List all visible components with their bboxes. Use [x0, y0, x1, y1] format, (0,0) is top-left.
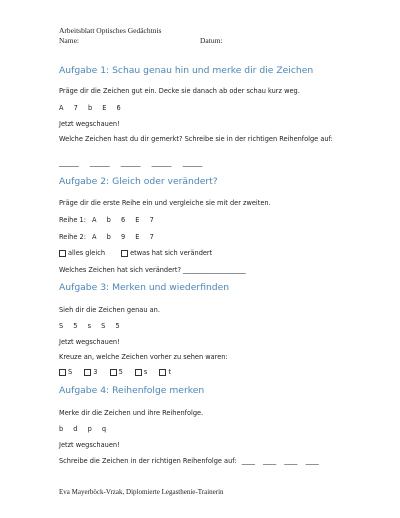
- checkbox[interactable]: [59, 369, 66, 376]
- task1-char: 7: [73, 104, 78, 112]
- option-label: t: [168, 368, 172, 376]
- task3-look-away: Jetzt wegschauen!: [59, 338, 120, 346]
- row1-char: 7: [149, 216, 154, 224]
- option-t[interactable]: [159, 368, 171, 376]
- worksheet-title: Arbeitsblatt Optisches Gedächtnis: [59, 26, 162, 35]
- option-label: s: [143, 368, 148, 376]
- option-all-same[interactable]: [59, 249, 105, 257]
- option-label: etwas hat sich verändert: [130, 249, 213, 257]
- checkbox[interactable]: [84, 369, 91, 376]
- answer-blank[interactable]: ____: [262, 457, 277, 465]
- answer-blank[interactable]: ______: [120, 159, 141, 167]
- option-changed[interactable]: [121, 249, 212, 257]
- answer-blank[interactable]: ____: [284, 457, 298, 465]
- checkbox[interactable]: [110, 369, 117, 376]
- row2-char: 9: [120, 233, 126, 241]
- name-label: Name:: [59, 36, 79, 45]
- option-label: 3: [93, 368, 98, 376]
- checkbox[interactable]: [121, 250, 128, 257]
- task1-look-away: Jetzt wegschauen!: [59, 120, 120, 128]
- task4-characters: [59, 425, 114, 433]
- checkbox[interactable]: [59, 250, 66, 257]
- task4-char: b: [59, 425, 64, 433]
- row2-char: 7: [149, 233, 154, 241]
- row1-char: 6: [120, 216, 126, 224]
- row2-char: b: [106, 233, 111, 241]
- task3-characters: [59, 322, 128, 330]
- task1-characters: [59, 104, 129, 112]
- row1-label: Reihe 1:: [59, 216, 86, 224]
- task4-question-line: [59, 457, 319, 466]
- task4-question: Schreibe die Zeichen in der richtigen Reihenfolge auf:: [59, 457, 237, 465]
- row1-char: b: [106, 216, 111, 224]
- task2-row1: [59, 216, 162, 224]
- task1-char: A: [59, 104, 64, 112]
- task3-instruction: Sieh dir die Zeichen genau an.: [59, 306, 160, 314]
- task4-look-away: Jetzt wegschauen!: [59, 441, 120, 449]
- option-label: S: [68, 368, 73, 376]
- task3-char: S: [59, 322, 64, 330]
- row2-char: E: [135, 233, 140, 241]
- task2-row2: [59, 233, 162, 241]
- option-5[interactable]: [110, 368, 123, 376]
- answer-blank[interactable]: ____: [305, 457, 319, 465]
- answer-blank[interactable]: ______: [89, 159, 110, 167]
- task4-char: d: [73, 425, 78, 433]
- task1-question: Welche Zeichen hast du dir gemerkt? Schreibe sie in der richtigen Reihenfolge auf:: [59, 135, 333, 143]
- task4-instruction: Merke dir die Zeichen und ihre Reihenfolge.: [59, 409, 204, 417]
- task3-char: s: [87, 322, 92, 330]
- task1-answer-blanks: [59, 159, 211, 167]
- task2-options: [59, 249, 222, 259]
- date-label: Datum:: [200, 36, 223, 45]
- option-s[interactable]: [135, 368, 147, 376]
- task3-question: Kreuze an, welche Zeichen vorher zu sehen waren:: [59, 353, 228, 361]
- answer-blank[interactable]: ______: [182, 159, 203, 167]
- task3-options: [59, 368, 181, 378]
- option-S[interactable]: [59, 368, 72, 376]
- task2-question: Welches Zeichen hat sich verändert? ___________________: [59, 266, 246, 274]
- task3-char: 5: [73, 322, 78, 330]
- row2-char: A: [92, 233, 97, 241]
- worksheet-header: [59, 26, 161, 46]
- task2-heading: Aufgabe 2: Gleich oder verändert?: [59, 176, 218, 187]
- task1-char: b: [87, 104, 93, 112]
- task3-heading: Aufgabe 3: Merken und wiederfinden: [59, 282, 230, 293]
- checkbox[interactable]: [135, 369, 142, 376]
- task4-char: q: [101, 425, 107, 433]
- task1-instruction: Präge dir die Zeichen gut ein. Decke sie danach ab oder schau kurz weg.: [59, 87, 300, 95]
- row1-char: E: [135, 216, 140, 224]
- task3-char: 5: [115, 322, 120, 330]
- row1-char: A: [92, 216, 97, 224]
- answer-blank[interactable]: ______: [151, 159, 172, 167]
- task3-char: S: [101, 322, 106, 330]
- task4-char: p: [87, 425, 92, 433]
- task4-heading: Aufgabe 4: Reihenfolge merken: [59, 385, 205, 396]
- option-label: alles gleich: [68, 249, 106, 257]
- row2-label: Reihe 2:: [59, 233, 86, 241]
- option-label: 5: [118, 368, 123, 376]
- task1-heading: Aufgabe 1: Schau genau hin und merke dir die Zeichen: [59, 65, 314, 76]
- task1-char: E: [102, 104, 107, 112]
- task2-instruction: Präge dir die erste Reihe ein und vergleiche sie mit der zweiten.: [59, 199, 271, 207]
- task1-char: 6: [116, 104, 121, 112]
- answer-blank[interactable]: ______: [59, 159, 79, 167]
- checkbox[interactable]: [159, 369, 166, 376]
- option-3[interactable]: [84, 368, 97, 376]
- footer-author: Eva Mayerböck-Vrzak, Diplomierte Legasthenie-Trainerin: [59, 488, 224, 496]
- answer-blank[interactable]: ____: [241, 457, 255, 465]
